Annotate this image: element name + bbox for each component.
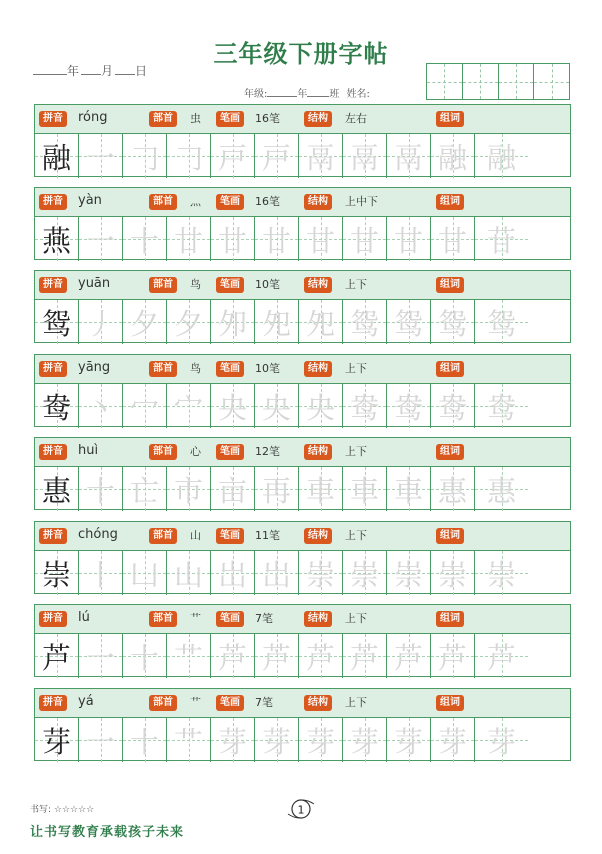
writing-grid (35, 634, 570, 678)
trace-cell[interactable]: 夕 (167, 300, 211, 344)
page-number-badge (286, 796, 316, 822)
trace-cell[interactable]: 冖 (123, 384, 167, 428)
trace-cell[interactable]: 鸯 (475, 384, 528, 428)
radical-badge: 部首 (149, 528, 177, 544)
pinyin-value: yāng (78, 360, 111, 375)
trace-cell[interactable]: 戸 (211, 134, 255, 178)
radical-value: 虫 (190, 112, 201, 125)
pinyin-badge: 拼音 (39, 611, 67, 627)
trace-cell[interactable]: 融 (431, 134, 475, 178)
trace-cell[interactable]: 惠 (475, 467, 528, 511)
trace-cell[interactable]: 甘 (387, 217, 431, 261)
words-badge: 组词 (436, 194, 464, 210)
trace-cell[interactable]: 再 (255, 467, 299, 511)
structure-value: 上中下 (345, 195, 378, 208)
trace-cell[interactable]: 央 (211, 384, 255, 428)
character-row (34, 604, 571, 677)
trace-cell[interactable]: 丶 (79, 384, 123, 428)
radical-value: 心 (190, 445, 201, 458)
trace-cell[interactable]: 鬲 (299, 134, 343, 178)
trace-cell[interactable]: 鸯 (343, 384, 387, 428)
pinyin-value: yuān (78, 276, 111, 291)
trace-cell[interactable]: 亡 (123, 467, 167, 511)
radical-value: 灬 (190, 195, 201, 208)
radical-badge: 部首 (149, 277, 177, 293)
trace-cell[interactable]: 車 (387, 467, 431, 511)
trace-cell[interactable]: 艹 (167, 718, 211, 762)
trace-cell[interactable]: 崇 (299, 551, 343, 595)
radical-badge: 部首 (149, 361, 177, 377)
structure-value: 上下 (345, 445, 367, 458)
writing-grid (35, 467, 570, 511)
trace-cell[interactable]: 𠃌 (167, 134, 211, 178)
structure-badge: 结构 (304, 277, 332, 293)
strokes-badge: 笔画 (216, 194, 244, 210)
words-badge: 组词 (436, 695, 464, 711)
trace-cell[interactable]: 夗 (299, 300, 343, 344)
name-writing-box (426, 63, 570, 100)
pinyin-badge: 拼音 (39, 361, 67, 377)
words-badge: 组词 (436, 111, 464, 127)
trace-cell[interactable]: 十 (79, 467, 123, 511)
radical-badge: 部首 (149, 194, 177, 210)
strokes-badge: 笔画 (216, 111, 244, 127)
model-character: 燕 (35, 217, 79, 261)
trace-cell[interactable]: 央 (255, 384, 299, 428)
trace-cell[interactable]: 芽 (211, 718, 255, 762)
model-character: 鸯 (35, 384, 79, 428)
writing-grid (35, 551, 570, 595)
strokes-badge: 笔画 (216, 444, 244, 460)
trace-cell[interactable]: 鸳 (431, 300, 475, 344)
pinyin-badge: 拼音 (39, 194, 67, 210)
character-row (34, 354, 571, 427)
pinyin-value: yá (78, 694, 94, 709)
trace-cell[interactable]: 一 (79, 634, 123, 678)
trace-cell[interactable]: 鸳 (387, 300, 431, 344)
trace-cell[interactable]: 艹 (167, 634, 211, 678)
page-number: 1 (297, 803, 305, 817)
strokes-value: 11笔 (255, 529, 280, 542)
structure-badge: 结构 (304, 444, 332, 460)
pinyin-value: lú (78, 610, 90, 625)
row-header (35, 605, 570, 634)
strokes-value: 7笔 (255, 696, 273, 709)
trace-cell[interactable]: 山 (167, 551, 211, 595)
radical-value: 艹 (190, 696, 201, 709)
character-row (34, 521, 571, 594)
trace-cell[interactable]: 鸯 (431, 384, 475, 428)
strokes-value: 10笔 (255, 362, 280, 375)
trace-cell[interactable]: 甘 (431, 217, 475, 261)
character-row (34, 270, 571, 343)
trace-cell[interactable]: 惠 (431, 467, 475, 511)
row-header (35, 105, 570, 134)
trace-cell[interactable]: 亩 (211, 467, 255, 511)
structure-value: 上下 (345, 362, 367, 375)
character-row (34, 688, 571, 761)
pinyin-badge: 拼音 (39, 444, 67, 460)
model-character: 崇 (35, 551, 79, 595)
character-row (34, 104, 571, 177)
writing-grid (35, 718, 570, 762)
strokes-badge: 笔画 (216, 277, 244, 293)
model-character: 鸳 (35, 300, 79, 344)
trace-cell[interactable]: 甘 (343, 217, 387, 261)
trace-cell[interactable]: 芦 (299, 634, 343, 678)
character-row (34, 437, 571, 510)
radical-badge: 部首 (149, 444, 177, 460)
radical-badge: 部首 (149, 695, 177, 711)
row-header (35, 522, 570, 551)
structure-value: 左右 (345, 112, 367, 125)
trace-cell[interactable]: 凵 (123, 551, 167, 595)
trace-cell[interactable]: 丨 (79, 551, 123, 595)
radical-badge: 部首 (149, 611, 177, 627)
trace-cell[interactable]: 芽 (431, 718, 475, 762)
words-badge: 组词 (436, 361, 464, 377)
trace-cell[interactable]: 芽 (475, 718, 528, 762)
pinyin-badge: 拼音 (39, 528, 67, 544)
writing-grid (35, 300, 570, 344)
structure-value: 上下 (345, 529, 367, 542)
structure-value: 上下 (345, 696, 367, 709)
rating-stars: 书写: ☆☆☆☆☆ (30, 805, 95, 815)
trace-cell[interactable]: 車 (343, 467, 387, 511)
model-character: 融 (35, 134, 79, 178)
trace-cell[interactable]: 芦 (343, 634, 387, 678)
model-character: 惠 (35, 467, 79, 511)
strokes-badge: 笔画 (216, 361, 244, 377)
character-row (34, 187, 571, 260)
pinyin-value: huì (78, 443, 99, 458)
strokes-badge: 笔画 (216, 695, 244, 711)
structure-badge: 结构 (304, 695, 332, 711)
slogan: 让书写教育承载孩子未来 (30, 825, 185, 840)
trace-cell[interactable]: 十 (123, 217, 167, 261)
trace-cell[interactable]: 融 (475, 134, 528, 178)
trace-cell[interactable]: 岀 (211, 551, 255, 595)
trace-cell[interactable]: 岀 (255, 551, 299, 595)
structure-value: 上下 (345, 612, 367, 625)
strokes-badge: 笔画 (216, 528, 244, 544)
structure-badge: 结构 (304, 111, 332, 127)
trace-cell[interactable]: 崇 (475, 551, 528, 595)
trace-cell[interactable]: 𠃌 (123, 134, 167, 178)
pinyin-value: chóng (78, 527, 118, 542)
strokes-value: 10笔 (255, 278, 280, 291)
pinyin-badge: 拼音 (39, 695, 67, 711)
trace-cell[interactable]: 一 (79, 134, 123, 178)
pinyin-value: yàn (78, 193, 102, 208)
trace-cell[interactable]: 夕 (123, 300, 167, 344)
trace-cell[interactable]: 芽 (299, 718, 343, 762)
radical-value: 鸟 (190, 278, 201, 291)
trace-cell[interactable]: 崇 (387, 551, 431, 595)
trace-cell[interactable]: 崇 (343, 551, 387, 595)
pinyin-badge: 拼音 (39, 111, 67, 127)
structure-badge: 结构 (304, 528, 332, 544)
trace-cell[interactable]: 鸳 (475, 300, 528, 344)
writing-grid (35, 134, 570, 178)
pinyin-badge: 拼音 (39, 277, 67, 293)
words-badge: 组词 (436, 444, 464, 460)
writing-grid (35, 384, 570, 428)
strokes-value: 12笔 (255, 445, 280, 458)
trace-cell[interactable]: 夗 (255, 300, 299, 344)
trace-cell[interactable]: 十 (123, 634, 167, 678)
radical-value: 艹 (190, 612, 201, 625)
radical-badge: 部首 (149, 111, 177, 127)
trace-cell[interactable]: 廿 (255, 217, 299, 261)
trace-cell[interactable]: 車 (299, 467, 343, 511)
row-header (35, 271, 570, 300)
trace-cell[interactable]: 鬲 (387, 134, 431, 178)
radical-value: 山 (190, 529, 201, 542)
words-badge: 组词 (436, 528, 464, 544)
trace-cell[interactable]: 市 (167, 467, 211, 511)
trace-cell[interactable]: 廿 (167, 217, 211, 261)
trace-cell[interactable]: 鸯 (387, 384, 431, 428)
trace-cell[interactable]: 苷 (475, 217, 528, 261)
trace-cell[interactable]: 芽 (387, 718, 431, 762)
writing-grid (35, 217, 570, 261)
trace-cell[interactable]: 一 (79, 217, 123, 261)
trace-cell[interactable]: 芦 (211, 634, 255, 678)
row-header (35, 438, 570, 467)
trace-cell[interactable]: 央 (299, 384, 343, 428)
trace-cell[interactable]: 芽 (255, 718, 299, 762)
trace-cell[interactable]: 崇 (431, 551, 475, 595)
structure-value: 上下 (345, 278, 367, 291)
trace-cell[interactable]: 芦 (475, 634, 528, 678)
strokes-badge: 笔画 (216, 611, 244, 627)
trace-cell[interactable]: 鬲 (343, 134, 387, 178)
strokes-value: 7笔 (255, 612, 273, 625)
radical-value: 鸟 (190, 362, 201, 375)
structure-badge: 结构 (304, 611, 332, 627)
trace-cell[interactable]: 戸 (255, 134, 299, 178)
trace-cell[interactable]: 夘 (211, 300, 255, 344)
trace-cell[interactable]: 鸳 (343, 300, 387, 344)
trace-cell[interactable]: 芦 (387, 634, 431, 678)
words-badge: 组词 (436, 611, 464, 627)
model-character: 芦 (35, 634, 79, 678)
trace-cell[interactable]: 十 (123, 718, 167, 762)
trace-cell[interactable]: 芽 (343, 718, 387, 762)
trace-cell[interactable]: 廿 (211, 217, 255, 261)
row-header (35, 188, 570, 217)
structure-badge: 结构 (304, 194, 332, 210)
trace-cell[interactable]: 芦 (255, 634, 299, 678)
page-title: 三年级下册字帖 (213, 39, 389, 68)
words-badge: 组词 (436, 277, 464, 293)
structure-badge: 结构 (304, 361, 332, 377)
row-header (35, 689, 570, 718)
strokes-value: 16笔 (255, 112, 280, 125)
strokes-value: 16笔 (255, 195, 280, 208)
trace-cell[interactable]: 宀 (167, 384, 211, 428)
trace-cell[interactable]: 芦 (431, 634, 475, 678)
date-field: 年 月 日 (33, 62, 147, 79)
trace-cell[interactable]: 一 (79, 718, 123, 762)
model-character: 芽 (35, 718, 79, 762)
trace-cell[interactable]: 丿 (79, 300, 123, 344)
row-header (35, 355, 570, 384)
pinyin-value: róng (78, 110, 108, 125)
trace-cell[interactable]: 甘 (299, 217, 343, 261)
student-info: 年级: 年 班 姓名: (244, 85, 370, 100)
